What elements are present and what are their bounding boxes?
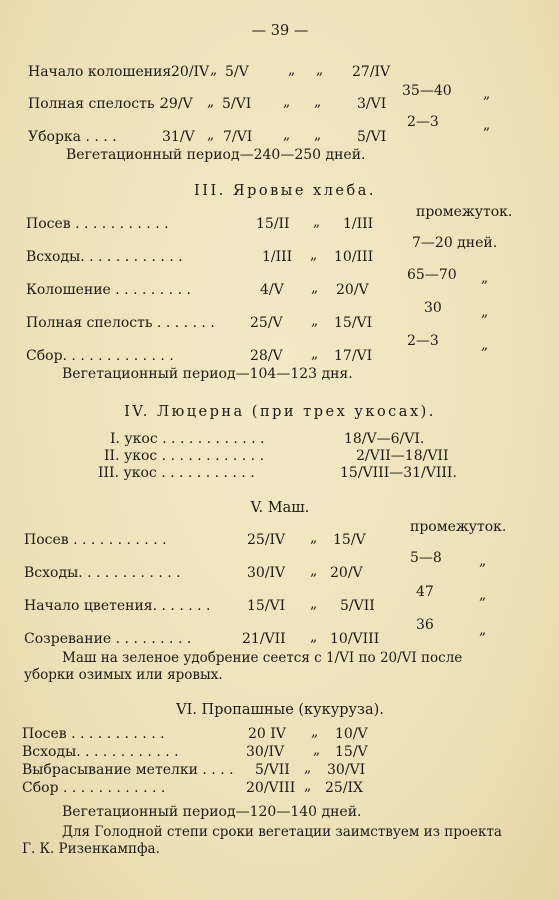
date-to: 7/VI	[223, 129, 253, 145]
row-label: Выбрасывание метелки . . . .	[22, 762, 234, 778]
row-label: Уборка . . . .	[28, 129, 117, 145]
ditto-mark: „	[210, 62, 218, 78]
date-from: 5/VII	[255, 762, 290, 778]
row-label: Сбор. . . . . . . . . . . . .	[26, 348, 174, 364]
interval-value: 47	[416, 584, 434, 600]
date-to: 10/VIII	[330, 631, 380, 647]
date-from: 31/V	[162, 129, 195, 145]
row-label: Полная спелость . . . . . . .	[26, 315, 215, 331]
ditto-mark: „	[207, 94, 215, 110]
ditto-mark: „	[311, 280, 319, 296]
row-label: Созревание . . . . . . . . .	[24, 631, 192, 647]
ditto-mark: „	[483, 117, 491, 133]
ditto-mark: „	[481, 337, 489, 353]
date-from: 30/IV	[246, 744, 285, 760]
ditto-mark: „	[311, 724, 319, 740]
row-label: Колошение . . . . . . . . .	[26, 282, 191, 298]
ditto-mark: „	[310, 563, 318, 579]
date-to: 20/V	[336, 282, 369, 298]
date-from: 15/II	[256, 216, 290, 232]
section-title: V. Маш.	[250, 500, 310, 516]
section-title: VI. Пропашные (кукуруза).	[176, 702, 384, 718]
date-to: 1/III	[343, 216, 374, 232]
row-label: Всходы. . . . . . . . . . . .	[24, 565, 181, 581]
row-value: 2/VII—18/VII	[356, 448, 449, 464]
row-label: Посев . . . . . . . . . . .	[24, 532, 167, 548]
ditto-mark: „	[304, 760, 312, 776]
ditto-mark: „	[310, 247, 318, 263]
vegetation-period: Вегетационный период—120—140 дней.	[62, 804, 362, 820]
row-label: II. укос . . . . . . . . . . . .	[104, 448, 265, 464]
date-from: 28/V	[250, 348, 283, 364]
page-number: — 39 —	[251, 23, 309, 39]
date-from: 20/IV	[171, 64, 210, 80]
date-from: 21/VII	[242, 631, 286, 647]
ditto-mark: „	[313, 214, 321, 230]
date-to: 10/V	[335, 726, 368, 742]
date-alt: 27/IV	[352, 64, 391, 80]
row-label: Полная спелость .	[28, 96, 164, 112]
vegetation-period: Вегетационный период—240—250 дней.	[66, 147, 366, 163]
date-from: 1/III	[262, 249, 293, 265]
date-to: 20/V	[330, 565, 363, 581]
ditto-mark: „	[481, 304, 489, 320]
row-value: 15/VIII—31/VIII.	[340, 465, 457, 481]
note-text: уборки озимых или яровых.	[24, 667, 223, 683]
section-title: IV. Люцерна (при трех укосах).	[124, 404, 436, 420]
ditto-mark: „	[481, 270, 489, 286]
date-to: 10/III	[334, 249, 374, 265]
date-to: 15/VI	[334, 315, 373, 331]
ditto-mark: „	[311, 346, 319, 362]
ditto-mark: „	[288, 62, 296, 78]
interval-header: промежуток.	[410, 519, 507, 535]
interval-value: 2—3	[407, 333, 439, 349]
ditto-mark: „	[316, 62, 324, 78]
interval-header: промежуток.	[416, 204, 513, 220]
interval-value: 36	[416, 617, 434, 633]
ditto-mark: „	[479, 587, 487, 603]
row-label: Начало колошения.	[28, 64, 176, 80]
note-text: Маш на зеленое удобрение сеется с 1/VI по 20/VI после	[62, 650, 463, 666]
date-to: 5/V	[225, 64, 249, 80]
row-label: Сбор . . . . . . . . . . . .	[22, 780, 166, 796]
ditto-mark: „	[310, 530, 318, 546]
ditto-mark: „	[304, 778, 312, 794]
date-from: 29/V	[160, 96, 193, 112]
section-title: III. Яровые хлеба.	[194, 183, 376, 199]
date-to: 17/VI	[334, 348, 373, 364]
closing-text: Для Голодной степи сроки вегетации заимствуем из проекта	[62, 824, 502, 840]
row-label: Всходы. . . . . . . . . . . .	[22, 744, 179, 760]
ditto-mark: „	[310, 596, 318, 612]
ditto-mark: „	[313, 742, 321, 758]
interval-value: 5—8	[410, 550, 442, 566]
date-to: 25/IX	[325, 780, 364, 796]
ditto-mark: „	[311, 313, 319, 329]
row-value: 18/V—6/VI.	[344, 431, 425, 447]
row-label: Посев . . . . . . . . . . .	[22, 726, 165, 742]
row-label: Посев . . . . . . . . . . .	[26, 216, 169, 232]
interval-value: 65—70	[407, 267, 457, 283]
interval-value: 35—40	[402, 83, 452, 99]
ditto-mark: „	[207, 127, 215, 143]
ditto-mark: „	[479, 553, 487, 569]
date-from: 25/IV	[247, 532, 286, 548]
date-to: 15/V	[335, 744, 368, 760]
row-label: Всходы. . . . . . . . . . . .	[26, 249, 183, 265]
date-from: 30/IV	[247, 565, 286, 581]
date-to: 15/V	[333, 532, 366, 548]
row-label: Начало цветения. . . . . . .	[24, 598, 211, 614]
closing-text: Г. К. Ризенкампфа.	[22, 841, 160, 857]
date-alt: 5/VI	[357, 129, 387, 145]
date-from: 4/V	[260, 282, 284, 298]
date-from: 15/VI	[247, 598, 286, 614]
ditto-mark: „	[283, 94, 291, 110]
interval-value: 2—3	[407, 114, 439, 130]
row-label: I. укос . . . . . . . . . . . .	[110, 431, 265, 447]
ditto-mark: „	[283, 127, 291, 143]
ditto-mark: „	[483, 86, 491, 102]
date-from: 20 IV	[248, 726, 286, 742]
date-to: 5/VII	[340, 598, 375, 614]
vegetation-period: Вегетационный период—104—123 дня.	[62, 366, 353, 382]
ditto-mark: „	[479, 622, 487, 638]
date-from: 20/VIII	[246, 780, 296, 796]
ditto-mark: „	[310, 629, 318, 645]
ditto-mark: „	[314, 127, 322, 143]
date-to: 5/VI	[222, 96, 252, 112]
interval-value: 7—20 дней.	[412, 235, 498, 251]
date-alt: 3/VI	[357, 96, 387, 112]
date-to: 30/VI	[327, 762, 366, 778]
ditto-mark: „	[314, 94, 322, 110]
date-from: 25/V	[250, 315, 283, 331]
interval-value: 30	[424, 300, 442, 316]
row-label: III. укос . . . . . . . . . . .	[98, 465, 255, 481]
